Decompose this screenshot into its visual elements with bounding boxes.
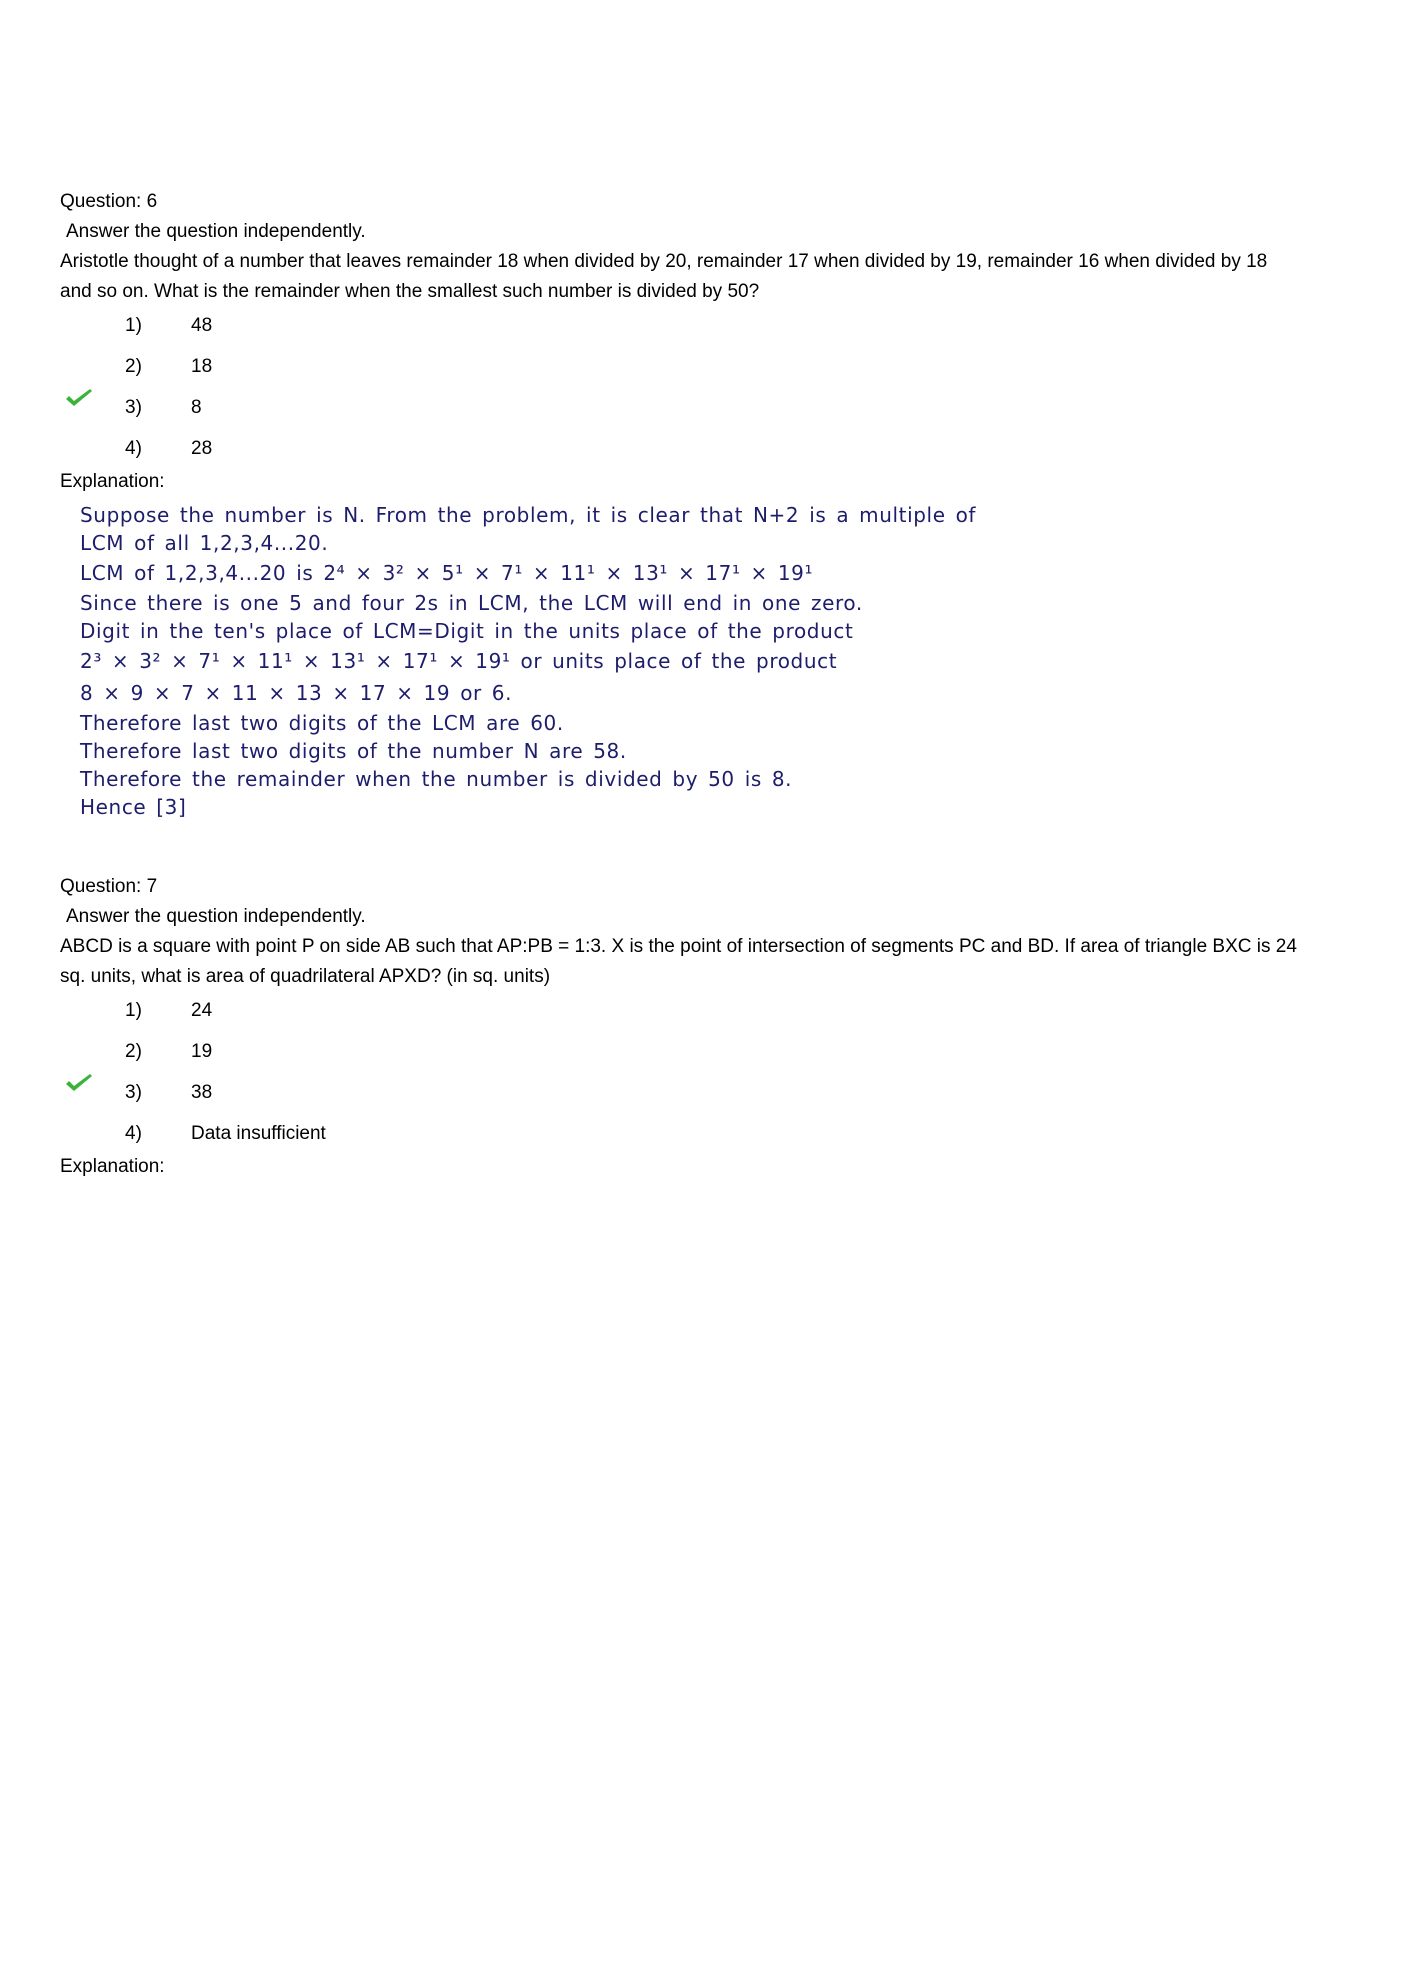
option-4: [60, 1119, 1300, 1160]
explanation-text: or units place of the product: [520, 649, 838, 673]
option-2: [60, 352, 1300, 393]
options-list: [60, 996, 1300, 1160]
option-value: 28: [191, 438, 213, 459]
checkmark-icon: [64, 387, 94, 409]
option-3: [60, 1078, 1300, 1119]
option-number: 2): [125, 1041, 142, 1062]
option-number: 2): [125, 356, 142, 377]
explanation-formula: 8 × 9 × 7 × 11 × 13 × 17 × 19: [80, 681, 451, 705]
explanation-label: Explanation:: [60, 471, 165, 492]
explanation-line: Suppose the number is N. From the problem, it is clear that N+2 is a multiple of: [80, 503, 977, 527]
explanation-line: Digit in the ten's place of LCM=Digit in the units place of the product: [80, 619, 854, 643]
option-number: 1): [125, 315, 142, 336]
option-value: 19: [191, 1041, 213, 1062]
option-value: Data insufficient: [191, 1123, 326, 1144]
question-text: Aristotle thought of a number that leaves remainder 18 when divided by 20, remainder 17 when divided by 19, remainder 16 when divided by 18 and so on. What is the remainder when the smallest such number is divided by 50?: [60, 251, 1268, 302]
option-number: 3): [125, 1082, 142, 1103]
option-value: 8: [191, 397, 202, 418]
explanation-body: [80, 501, 1300, 821]
option-value: 24: [191, 1000, 213, 1021]
explanation-line: Therefore last two digits of the number N are 58.: [80, 739, 627, 763]
question-instruction: Answer the question independently.: [66, 221, 366, 242]
option-number: 3): [125, 397, 142, 418]
option-1: [60, 311, 1300, 352]
option-number: 4): [125, 438, 142, 459]
explanation-text: LCM of 1,2,3,4...20 is: [80, 561, 314, 585]
explanation-line: [80, 677, 1300, 709]
question-title: Question: 6: [60, 191, 158, 212]
question-text: ABCD is a square with point P on side AB such that AP:PB = 1:3. X is the point of intersection of segments PC and BD. If area of triangle BXC is 24 sq. units, what is area of quadrilateral APXD? (in sq. units): [60, 936, 1297, 987]
option-1: [60, 996, 1300, 1037]
explanation-label: Explanation:: [60, 1156, 165, 1177]
explanation-line: Hence [3]: [80, 795, 187, 819]
explanation-line: Since there is one 5 and four 2s in LCM, the LCM will end in one zero.: [80, 591, 863, 615]
options-list: [60, 311, 1300, 475]
explanation-line: [80, 557, 1300, 589]
explanation-line: LCM of all 1,2,3,4...20.: [80, 531, 329, 555]
option-number: 4): [125, 1123, 142, 1144]
explanation-text: or 6.: [460, 681, 513, 705]
explanation-line: [80, 645, 1300, 677]
checkmark-icon: [64, 1072, 94, 1094]
option-number: 1): [125, 1000, 142, 1021]
option-value: 38: [191, 1082, 213, 1103]
explanation-formula: 2⁴ × 3² × 5¹ × 7¹ × 11¹ × 13¹ × 17¹ × 19¹: [323, 561, 814, 585]
question-7: [60, 872, 1300, 1182]
question-title: Question: 7: [60, 876, 158, 897]
option-value: 18: [191, 356, 213, 377]
explanation-line: Therefore last two digits of the LCM are 60.: [80, 711, 564, 735]
option-4: [60, 434, 1300, 475]
question-6: [60, 187, 1300, 821]
explanation-line: Therefore the remainder when the number is divided by 50 is 8.: [80, 767, 793, 791]
question-instruction: Answer the question independently.: [66, 906, 366, 927]
option-3: [60, 393, 1300, 434]
option-2: [60, 1037, 1300, 1078]
option-value: 48: [191, 315, 213, 336]
explanation-formula: 2³ × 3² × 7¹ × 11¹ × 13¹ × 17¹ × 19¹: [80, 649, 511, 673]
